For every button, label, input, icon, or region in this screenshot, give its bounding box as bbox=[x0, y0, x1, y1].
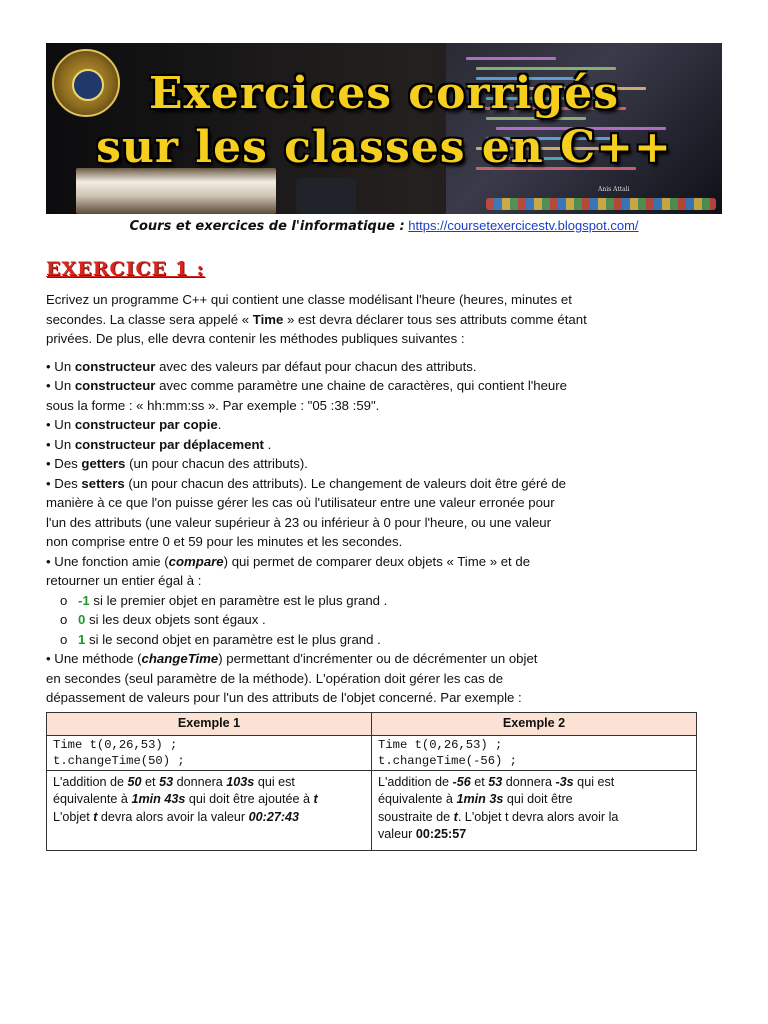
list-item: • Un constructeur par copie. bbox=[46, 417, 222, 432]
banner-title-line-2: sur les classes en C++ bbox=[96, 122, 672, 173]
return-value-item: o -1 si le premier objet en paramètre est le plus grand . bbox=[46, 591, 722, 611]
bullet-icon: • bbox=[46, 456, 51, 471]
list-item: • Un constructeur par déplacement . bbox=[46, 436, 272, 452]
list-item-continuation: en secondes (seul paramètre de la méthode). L'opération doit gérer les cas de bbox=[46, 670, 504, 686]
list-item: • Une méthode (changeTime) permettant d'incrémenter ou de décrémenter un objet bbox=[46, 651, 538, 666]
bullet-icon: • bbox=[46, 358, 51, 374]
table-header-row bbox=[47, 713, 697, 736]
list-item: • Des getters (un pour chacun des attributs). bbox=[46, 456, 308, 471]
list-item-continuation: retourner un entier égal à : bbox=[46, 573, 202, 588]
list-item: • Un constructeur avec comme paramètre une chaine de caractères, qui contient l'heure bbox=[46, 378, 567, 393]
column-header: Exemple 2 bbox=[372, 713, 697, 736]
code-cell bbox=[47, 735, 372, 770]
intro-line: secondes. La classe sera appelé « Time » est devra déclarer tous ses attributs comme étant bbox=[46, 311, 587, 327]
course-label: Cours et exercices de l'informatique : bbox=[129, 219, 405, 234]
intro-line: privées. De plus, elle devra contenir les méthodes publiques suivantes : bbox=[46, 331, 465, 346]
banner-title-line-1: Exercices corrigés bbox=[148, 68, 620, 119]
return-value: -1 bbox=[78, 592, 90, 608]
class-name: Time bbox=[252, 311, 284, 327]
list-item-continuation: l'un des attributs (une valeur supérieur à 23 ou inférieur à 0 pour l'heure, ou une valeur bbox=[46, 514, 552, 530]
banner-signature: Anis Attali bbox=[598, 186, 630, 193]
list-item: • Un constructeur avec des valeurs par défaut pour chacun des attributs. bbox=[46, 358, 477, 374]
bullet-icon: • bbox=[46, 475, 51, 491]
return-value-item: o 1 si le second objet en paramètre est le plus grand . bbox=[46, 630, 722, 650]
return-value-item: o 0 si les deux objets sont égaux . bbox=[46, 610, 722, 630]
explanation-cell: L'addition de -56 et 53 donnera -3s qui est équivalente à 1min 3s qui doit être soustraite de t. L'objet t devra alors avoir la valeur 00:25:57 bbox=[372, 770, 697, 850]
sub-bullet-icon: o bbox=[60, 592, 68, 608]
list-item-continuation: sous la forme : « hh:mm:ss ». Par exemple : "05 :38 :59". bbox=[46, 397, 380, 413]
list-item-continuation: manière à ce que l'on puisse gérer les cas où l'utilisateur entre une valeur erronée pour bbox=[46, 495, 555, 510]
exercise-body bbox=[46, 290, 722, 708]
bullet-icon: • bbox=[46, 651, 51, 666]
course-link[interactable]: https://coursetexercicestv.blogspot.com/ bbox=[408, 218, 639, 233]
bullet-icon: • bbox=[46, 417, 51, 432]
list-item: • Des setters (un pour chacun des attributs). Le changement de valeurs doit être géré de bbox=[46, 475, 567, 491]
code-line: t.changeTime(50) ; bbox=[53, 753, 185, 768]
code-cell bbox=[372, 735, 697, 770]
list-item-continuation: dépassement de valeurs pour l'un des attributs de l'objet concerné. Par exemple : bbox=[46, 690, 522, 705]
explanation-cell: L'addition de 50 et 53 donnera 103s qui est équivalente à 1min 43s qui doit être ajoutée à t L'objet t devra alors avoir la valeur 00:27:43 bbox=[47, 770, 372, 850]
table-row bbox=[47, 735, 697, 770]
code-line: t.changeTime(-56) ; bbox=[378, 753, 517, 768]
sub-bullet-icon: o bbox=[60, 612, 68, 627]
code-line: Time t(0,26,53) ; bbox=[378, 737, 503, 752]
bullet-icon: • bbox=[46, 436, 51, 452]
examples-table bbox=[46, 712, 697, 851]
return-value: 0 bbox=[78, 612, 86, 627]
column-header: Exemple 1 bbox=[47, 713, 372, 736]
header-banner bbox=[46, 43, 722, 214]
code-line: Time t(0,26,53) ; bbox=[53, 737, 178, 752]
list-item-continuation: non comprise entre 0 et 59 pour les minutes et les secondes. bbox=[46, 534, 403, 549]
list-item: • Une fonction amie (compare) qui permet de comparer deux objets « Time » et de bbox=[46, 553, 531, 569]
course-link-line bbox=[46, 218, 722, 234]
return-value: 1 bbox=[78, 631, 86, 647]
mug-image bbox=[296, 178, 356, 214]
bullet-icon: • bbox=[46, 553, 51, 569]
bullet-icon: • bbox=[46, 378, 51, 393]
intro-line: Ecrivez un programme C++ qui contient une classe modélisant l'heure (heures, minutes et bbox=[46, 292, 572, 307]
exercise-heading: EXERCICE 1 : bbox=[46, 258, 205, 280]
laptop-dock-image bbox=[486, 198, 716, 210]
table-row bbox=[47, 770, 697, 850]
banner-title bbox=[46, 67, 722, 175]
sub-bullet-icon: o bbox=[60, 631, 68, 647]
